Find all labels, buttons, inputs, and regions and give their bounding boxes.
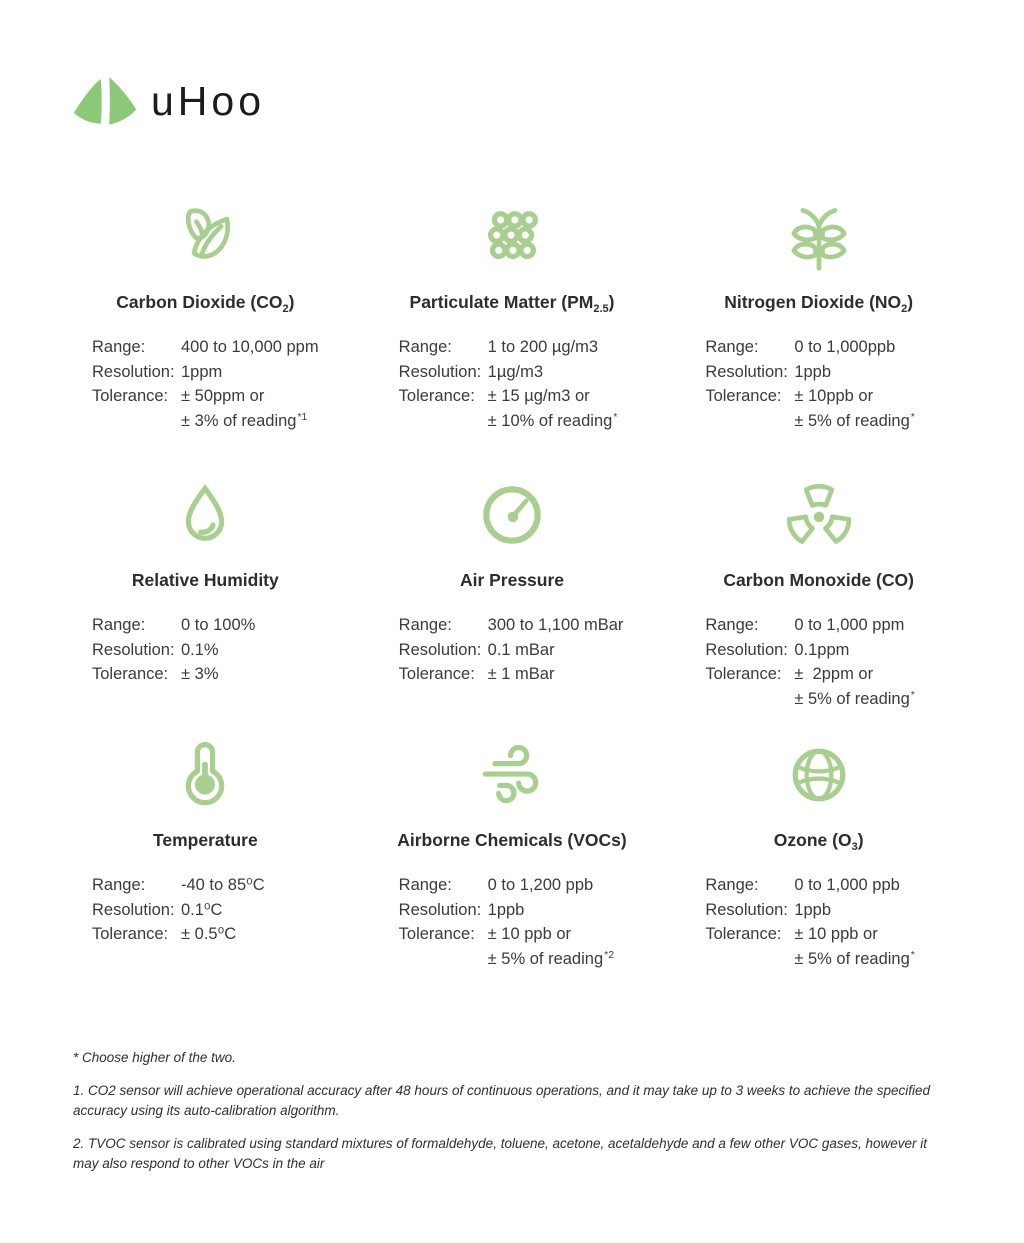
leaf-icon <box>167 199 243 275</box>
spec-label: Resolution: <box>705 362 788 381</box>
sensor-title <box>52 570 359 591</box>
sensor-card <box>665 476 972 736</box>
spec-row <box>705 662 972 687</box>
spec-row <box>399 662 666 687</box>
globe-icon <box>781 737 857 813</box>
sensor-specs <box>399 335 666 433</box>
spec-value: ± 10 ppb or <box>794 925 878 943</box>
sensor-card <box>359 198 666 476</box>
spec-row <box>399 360 666 385</box>
sensor-card <box>52 736 359 996</box>
spec-value: 1ppb <box>794 362 832 381</box>
spec-value: 400 to 10,000 ppm <box>181 338 319 356</box>
droplet-icon <box>167 477 243 553</box>
spec-row <box>705 335 972 360</box>
spec-label <box>705 687 794 712</box>
sensor-icon-wrap <box>52 476 359 554</box>
spec-value: ± 50ppm or <box>181 387 265 405</box>
spec-row <box>399 613 666 638</box>
spec-value: 1ppb <box>794 900 832 919</box>
spec-row <box>399 409 666 434</box>
sensor-title-main: Airborne Chemicals (VOCs) <box>397 830 627 850</box>
sensor-icon-wrap <box>52 736 359 814</box>
spec-label <box>399 409 488 434</box>
spec-value: ± 10% of reading <box>487 411 613 430</box>
sensor-title <box>52 292 359 313</box>
spec-value: 1 to 200 µg/m3 <box>487 338 599 356</box>
spec-value: ± 10ppb or <box>794 387 874 405</box>
sensor-icon-wrap <box>665 198 972 276</box>
spec-row <box>705 384 972 409</box>
spec-row <box>705 409 972 434</box>
spec-row <box>92 873 359 898</box>
spec-label: Tolerance: <box>92 387 169 405</box>
sensor-specs <box>705 335 972 433</box>
sensor-specs <box>92 335 359 433</box>
spec-label: Resolution: <box>705 900 788 919</box>
sensor-specs <box>705 613 972 711</box>
spec-label <box>705 947 794 972</box>
sensor-icon-wrap <box>665 736 972 814</box>
spec-superscript: * <box>910 948 915 961</box>
spec-value: 1ppm <box>181 362 223 381</box>
spec-label: Range: <box>705 616 759 634</box>
particles-icon <box>474 199 550 275</box>
spec-value: ± 3% <box>181 665 219 683</box>
spec-row <box>705 687 972 712</box>
sensor-specs <box>92 613 359 687</box>
spec-label <box>399 947 488 972</box>
sensor-title-main: Carbon Monoxide (CO) <box>723 570 914 590</box>
sensor-title-main: Nitrogen Dioxide (NO <box>724 292 902 312</box>
spec-label: Range: <box>398 338 452 356</box>
spec-label <box>705 409 794 434</box>
spec-value: ± 5% of reading <box>794 689 910 708</box>
sensor-title-subscript: 2.5 <box>593 303 609 315</box>
spec-value: ± 5% of reading <box>794 411 910 430</box>
spec-label: Resolution: <box>705 640 788 659</box>
spec-label: Tolerance: <box>398 925 475 943</box>
spec-label: Range: <box>92 876 146 894</box>
spec-row <box>705 947 972 972</box>
spec-label: Resolution: <box>92 362 175 381</box>
spec-row <box>92 662 359 687</box>
sensor-icon-wrap <box>359 198 666 276</box>
spec-row <box>705 360 972 385</box>
spec-label: Tolerance: <box>398 387 475 405</box>
spec-label: Tolerance: <box>705 925 782 943</box>
spec-value: ± 15 µg/m3 or <box>487 387 590 405</box>
plant-icon <box>781 199 857 275</box>
spec-row <box>399 638 666 663</box>
spec-value: 0 to 100% <box>181 616 256 634</box>
spec-row <box>92 613 359 638</box>
spec-row <box>705 898 972 923</box>
sensor-specs <box>399 613 666 687</box>
spec-label: Tolerance: <box>398 665 475 683</box>
spec-value: 300 to 1,100 mBar <box>487 616 624 634</box>
footnote-2: 2. TVOC sensor is calibrated using standard mixtures of formaldehyde, toluene, acetone, acetaldehyde and a few other VOC gases, however it may also respond to other VOCs in the air <box>73 1136 927 1171</box>
spec-row <box>92 898 359 923</box>
sensor-specs <box>399 873 666 971</box>
sensor-title <box>665 292 972 313</box>
spec-label: Resolution: <box>92 900 175 919</box>
spec-row <box>399 873 666 898</box>
sensor-specs <box>92 873 359 947</box>
spec-value: 1µg/m3 <box>487 362 544 381</box>
spec-row <box>399 947 666 972</box>
sensor-card <box>359 476 666 736</box>
spec-superscript: * <box>613 410 618 423</box>
spec-label: Resolution: <box>92 640 175 659</box>
spec-row <box>399 384 666 409</box>
spec-value: ± 1 mBar <box>487 665 555 683</box>
spec-row <box>399 922 666 947</box>
spec-value: 0.1ppm <box>794 640 850 659</box>
spec-label: Range: <box>398 616 452 634</box>
sensor-specs <box>705 873 972 971</box>
sensor-title-main: Air Pressure <box>459 570 565 590</box>
sensor-title-main: Relative Humidity <box>131 570 279 590</box>
spec-value: ± 5% of reading <box>794 949 910 968</box>
footnote-asterisk: * Choose higher of the two. <box>73 1050 236 1065</box>
spec-row <box>92 384 359 409</box>
sensor-grid <box>52 198 972 996</box>
spec-superscript: * <box>910 688 915 701</box>
sensor-title-main: Ozone (O <box>773 830 852 850</box>
sensor-icon-wrap <box>52 198 359 276</box>
sensor-title-main: Carbon Dioxide (CO <box>116 292 283 312</box>
gauge-icon <box>474 477 550 553</box>
sensor-title <box>665 830 972 851</box>
sensor-icon-wrap <box>665 476 972 554</box>
spec-row <box>92 335 359 360</box>
sensor-title <box>52 830 359 851</box>
sensor-title <box>359 570 666 591</box>
spec-value: 0 to 1,000 ppb <box>794 876 900 894</box>
spec-label: Range: <box>398 876 452 894</box>
spec-value: ± 0.5⁰C <box>181 925 237 943</box>
spec-label: Range: <box>705 876 759 894</box>
sensor-title-subscript: 2 <box>901 303 908 315</box>
spec-superscript: *2 <box>604 948 615 961</box>
spec-value: 0.1⁰C <box>181 900 223 919</box>
sensor-card <box>665 198 972 476</box>
wind-icon <box>474 737 550 813</box>
sensor-title <box>665 570 972 591</box>
spec-label: Tolerance: <box>705 665 782 683</box>
spec-superscript: * <box>910 410 915 423</box>
spec-superscript: *1 <box>297 410 308 423</box>
sensor-title-end: ) <box>288 292 295 312</box>
spec-row <box>705 613 972 638</box>
spec-value: ± 10 ppb or <box>487 925 572 943</box>
spec-value: ± 2ppm or <box>794 665 874 683</box>
spec-label: Tolerance: <box>92 665 169 683</box>
sensor-title-main: Particulate Matter (PM <box>409 292 594 312</box>
spec-value: ± 5% of reading <box>487 949 604 968</box>
spec-value: 0 to 1,200 ppb <box>487 876 594 894</box>
spec-label: Tolerance: <box>92 925 169 943</box>
spec-label <box>92 409 181 434</box>
sensor-title-subscript: 3 <box>851 841 858 853</box>
spec-value: 0 to 1,000 ppm <box>794 616 905 634</box>
spec-label: Resolution: <box>398 900 482 919</box>
spec-value: 0.1 mBar <box>487 640 555 659</box>
uhoo-logo-mark-icon <box>73 72 137 130</box>
spec-row <box>92 360 359 385</box>
spec-value: 0.1% <box>181 640 219 659</box>
sensor-card <box>52 198 359 476</box>
sensor-card <box>359 736 666 996</box>
sensor-title <box>359 292 666 313</box>
spec-value: 0 to 1,000ppb <box>794 338 896 356</box>
spec-value: 1ppb <box>487 900 525 919</box>
sensor-title <box>359 830 666 851</box>
brand-text: uHoo <box>151 78 266 124</box>
spec-label: Range: <box>92 616 146 634</box>
spec-row <box>399 335 666 360</box>
sensor-card <box>665 736 972 996</box>
spec-value: -40 to 85⁰C <box>181 876 265 894</box>
sensor-title-end: ) <box>608 292 615 312</box>
spec-label: Range: <box>92 338 146 356</box>
spec-row <box>705 638 972 663</box>
sensor-title-end: ) <box>907 292 914 312</box>
sensor-title-end: ) <box>857 830 864 850</box>
footnotes <box>73 1048 955 1187</box>
spec-row <box>705 873 972 898</box>
sensor-title-main: Temperature <box>152 830 258 850</box>
spec-label: Range: <box>705 338 759 356</box>
sensor-icon-wrap <box>359 476 666 554</box>
spec-value: ± 3% of reading <box>181 411 297 430</box>
fan-icon <box>781 477 857 553</box>
sensor-card <box>52 476 359 736</box>
spec-row <box>92 922 359 947</box>
uhoo-logo <box>73 72 265 130</box>
sensor-title-subscript: 2 <box>282 303 289 315</box>
spec-label: Tolerance: <box>705 387 782 405</box>
spec-row <box>399 898 666 923</box>
spec-row <box>705 922 972 947</box>
sensor-icon-wrap <box>359 736 666 814</box>
spec-label: Resolution: <box>398 640 482 659</box>
footnote-1: 1. CO2 sensor will achieve operational accuracy after 48 hours of continuous operations, and it may take up to 3 weeks to achieve the specified accuracy using its auto-calibration algorithm. <box>73 1083 930 1118</box>
spec-row <box>92 638 359 663</box>
spec-label: Resolution: <box>398 362 482 381</box>
thermometer-icon <box>167 737 243 813</box>
spec-row <box>92 409 359 434</box>
